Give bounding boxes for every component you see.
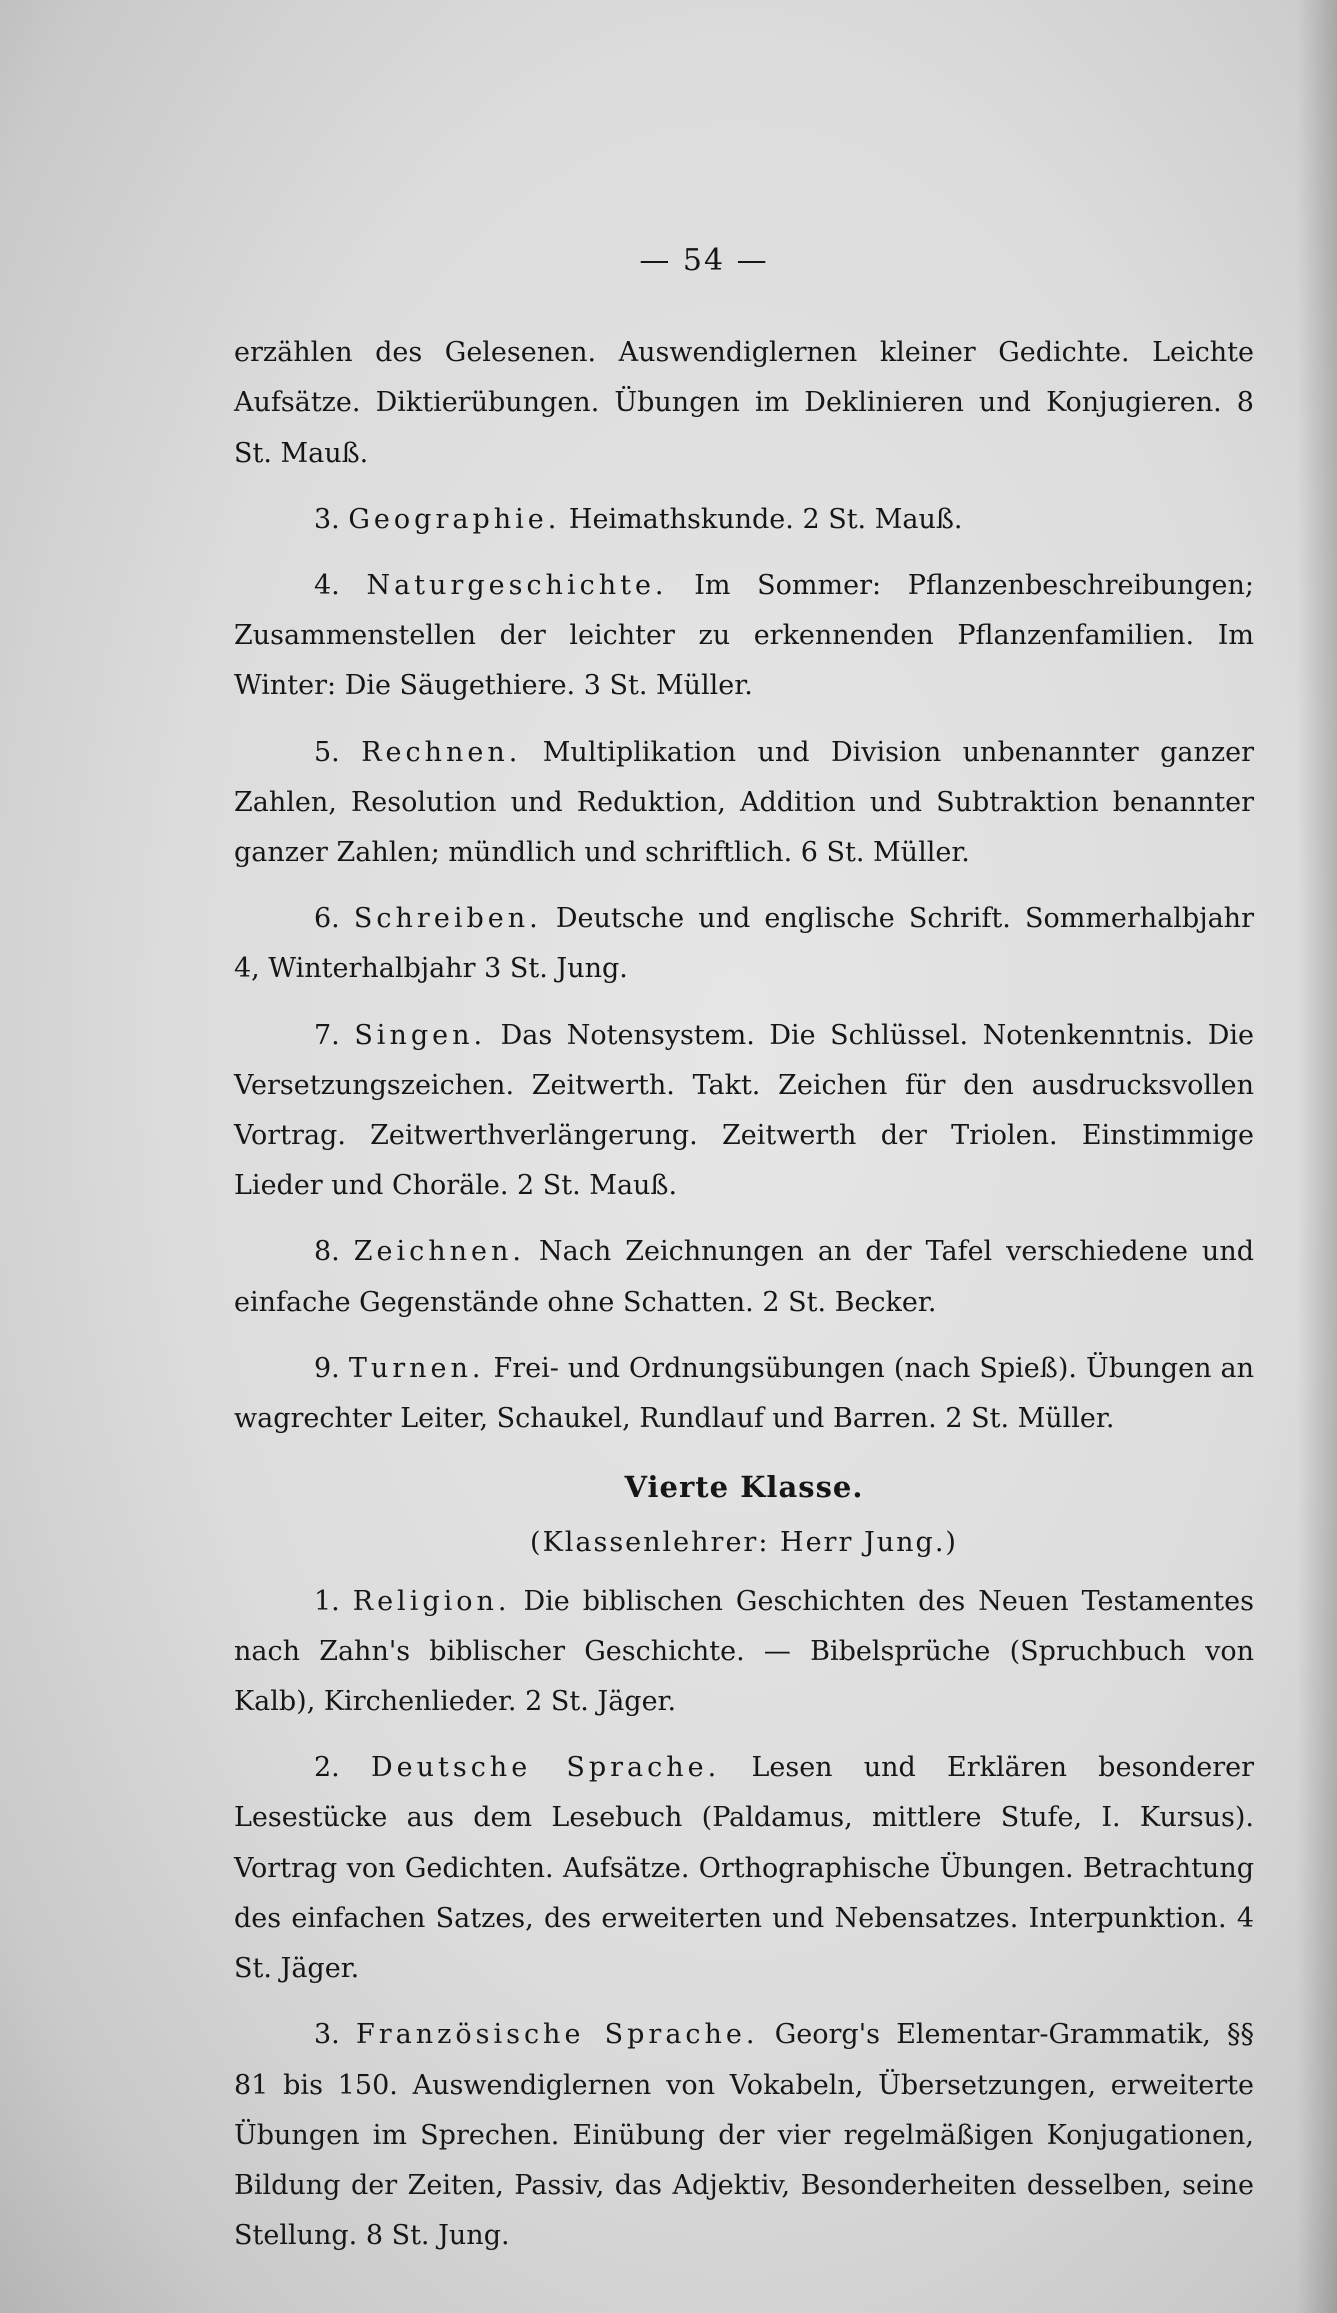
paragraph-naturgeschichte [234,561,1254,712]
item-number: 1. [314,1585,340,1617]
paragraph-turnen [234,1344,1254,1444]
paragraph-text: Die biblischen Geschichten des Neuen Testamentes nach Zahn's biblischer Geschichte. — Bibelsprüche (Spruchbuch von Kalb), Kirchenlieder. 2 St. Jäger. [234,1585,1254,1718]
paragraph-text: Multiplikation und Division unbenannter ganzer Zahlen, Resolution und Reduktion, Addition und Subtraktion benannter ganzer Zahlen; mündlich und schriftlich. 6 St. Müller. [234,736,1255,869]
item-number: 8. [314,1236,340,1268]
paragraph-continuation [234,328,1254,479]
item-number: 9. [314,1352,340,1384]
paragraph-geographie [234,495,1254,545]
item-number: 4. [314,570,340,602]
page-shadow [1297,0,1337,2313]
paragraph-text: erzählen des Gelesenen. Auswendiglernen kleiner Gedichte. Leichte Aufsätze. Diktierübungen. Übungen im Deklinieren und Konjugieren. 8 St. Mauß. [234,337,1254,469]
item-number: 2. [314,1752,340,1784]
page-number: — 54 — [639,243,769,278]
item-number: 5. [314,736,340,768]
subject-title: Religion. [352,1585,511,1617]
paragraph-zeichnen [234,1227,1254,1327]
paragraph-text: Nach Zeichnungen an der Tafel verschiedene und einfache Gegenstände ohne Schatten. 2 St. Becker. [234,1236,1254,1318]
section-subheading: (Klassenlehrer: Herr Jung.) [530,1527,958,1559]
subject-title: Rechnen. [361,736,522,768]
paragraph-religion [234,1577,1254,1728]
paragraph-text: Im Sommer: Pflanzenbeschreibungen; Zusammenstellen der leichter zu erkennenden Pflanzenfamilien. Im Winter: Die Säugethiere. 3 St. Müller. [234,570,1254,702]
paragraph-rechnen [234,728,1254,879]
subject-title: Geographie. [348,503,561,535]
item-number: 7. [314,1019,340,1051]
paragraph-text: Lesen und Erklären besonderer Lesestücke aus dem Lesebuch (Paldamus, mittlere Stufe, I. Kursus). Vortrag von Gedichten. Aufsätze. Orthographische Übungen. Betrachtung des einfachen Satzes, des erweiterten und Nebensatzes. Interpunktion. 4 St. Jäger. [234,1752,1254,1985]
item-number: 3. [314,503,340,535]
subject-title: Deutsche Sprache. [370,1752,721,1784]
paragraph-text: Frei- und Ordnungsübungen (nach Spieß). Übungen an wagrechter Leiter, Schaukel, Rundlauf und Barren. 2 St. Müller. [234,1352,1254,1435]
paragraph-text: Deutsche und englische Schrift. Sommerhalbjahr 4, Winterhalbjahr 3 St. Jung. [234,903,1254,985]
section-heading: Vierte Klasse. [624,1470,864,1505]
subject-title: Schreiben. [353,903,542,935]
paragraph-text: Heimathskunde. 2 St. Mauß. [568,503,963,535]
paragraph-deutsche-sprache [234,1743,1254,1994]
paragraph-singen [234,1011,1254,1212]
subject-title: Singen. [354,1019,487,1051]
paragraph-franzoesische-sprache [234,2010,1254,2261]
subject-title: Naturgeschichte. [366,570,668,602]
paragraph-text: Das Notensystem. Die Schlüssel. Notenkenntnis. Die Versetzungszeichen. Zeitwerth. Takt. Zeichen für den ausdrucksvollen Vortrag. Zeitwerthverlängerung. Zeitwerth der Triolen. Einstimmige Lieder und Choräle. 2 St. Mauß. [234,1019,1254,1202]
paragraph-schreiben [234,894,1254,994]
item-number: 3. [314,2019,340,2051]
subject-title: Zeichnen. [353,1236,525,1268]
subject-title: Turnen. [348,1352,485,1384]
item-number: 6. [314,903,340,935]
paragraph-text: Georg's Elementar-Grammatik, §§ 81 bis 150. Auswendiglernen von Vokabeln, Übersetzungen, erweiterte Übungen im Sprechen. Einübung der vier regelmäßigen Konjugationen, Bildung der Zeiten, Passiv, das Adjektiv, Besonderheiten desselben, seine Stellung. 8 St. Jung. [234,2019,1254,2252]
page-text [234,236,1254,2261]
subject-title: Französische Sprache. [355,2019,759,2051]
